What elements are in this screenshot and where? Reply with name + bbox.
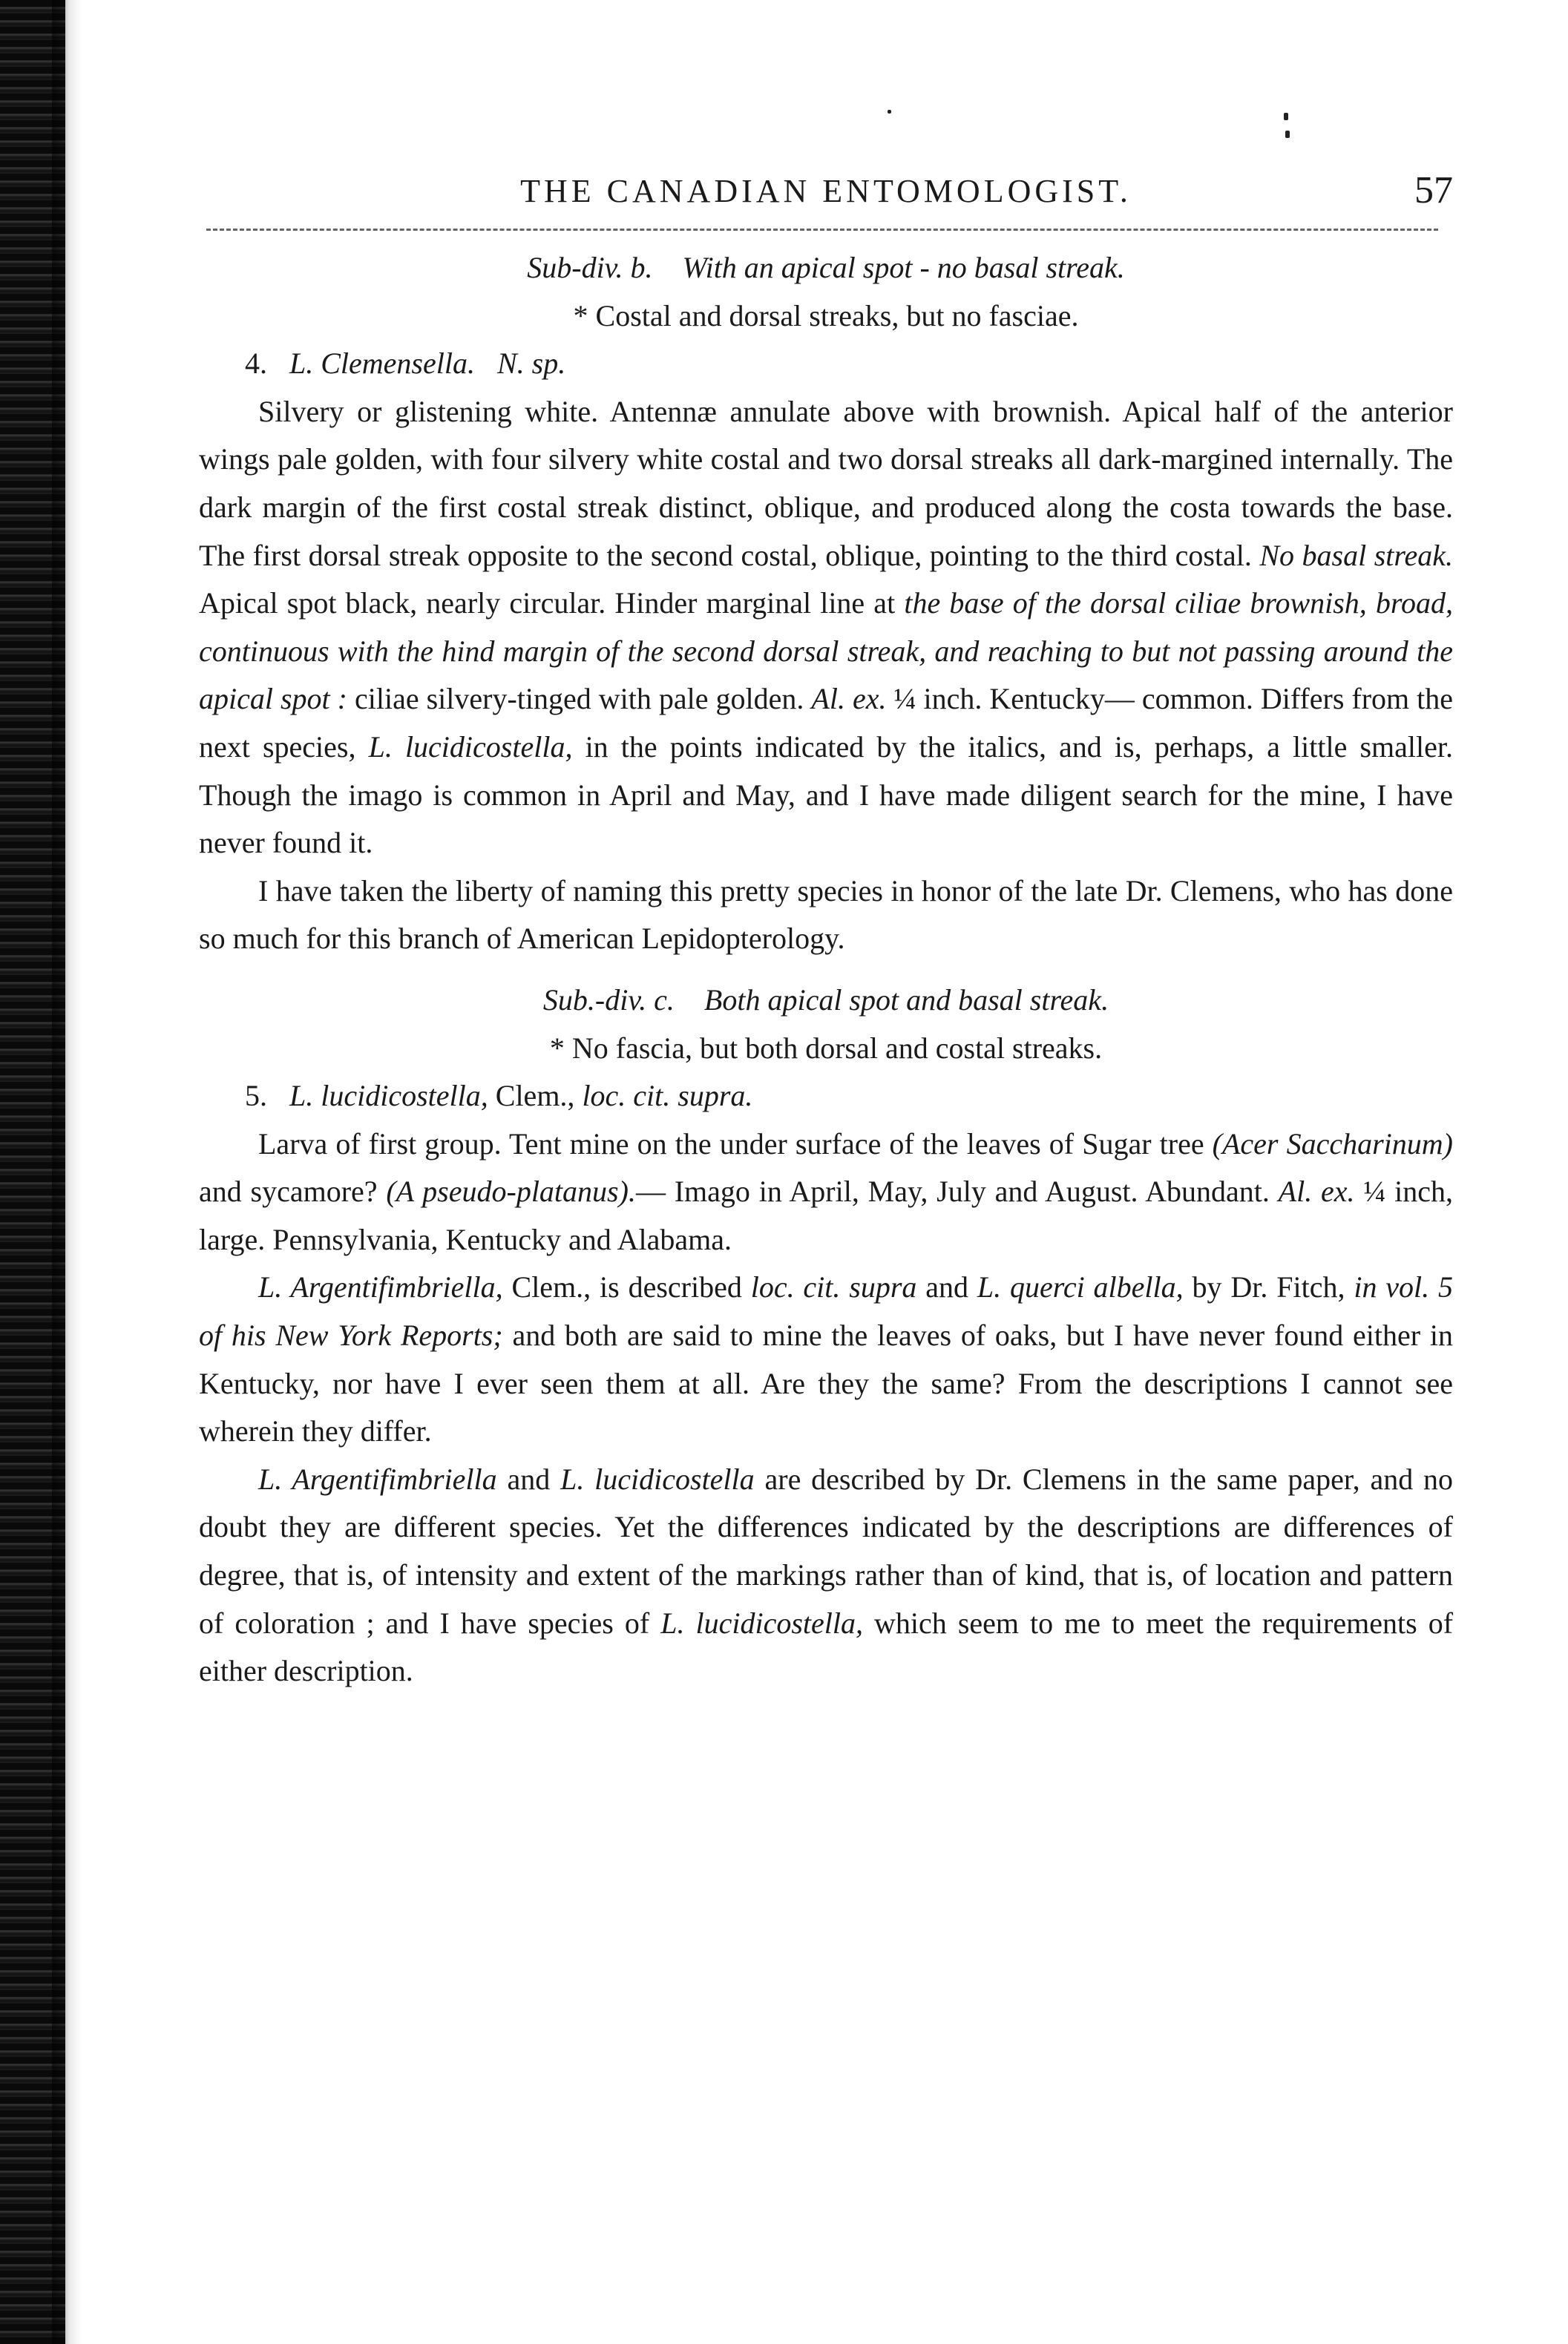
text-run: Silvery or glistening white. Antennæ annulate above with brownish. Apical half of the anterior wings pale golden, with four silvery white costal and two dorsal streaks all dark-margined internally. The dark margin of the first costal streak distinct, oblique, and produced along the costa towards the base. The first dorsal streak opposite to the second costal, oblique, pointing to the third costal. <box>199 394 1453 572</box>
group-note: * No fascia, but both dorsal and costal streaks. <box>549 1031 1103 1065</box>
species-name: L. lucidicostella, <box>289 1079 488 1113</box>
page-content <box>199 169 1453 1695</box>
italic-run: in vol. 5 of his New York Reports; <box>199 1270 1454 1353</box>
species-description <box>199 388 1453 867</box>
text-run: which seem to me to meet the requirements of either description. <box>199 1606 1454 1688</box>
species-number: 5. <box>245 1079 267 1113</box>
comparison-paragraph <box>199 1456 1453 1695</box>
text-run: Apical spot black, nearly circular. Hinder marginal line at <box>199 586 896 620</box>
text-run: are described by Dr. Clemens in the same paper, and no doubt they are different species. Yet the differences indicated by the descriptions are differences of degree, that is, of intensity and extent of the markings rather than of kind, that is, of location and pattern of coloration ; and I have species of <box>199 1462 1454 1640</box>
subdivision-title: Both apical spot and basal streak. <box>703 982 1109 1017</box>
italic-run: No basal streak. <box>1259 538 1453 572</box>
text-run: ciliae silvery-tinged with pale golden. <box>355 682 804 716</box>
running-title: THE CANADIAN ENTOMOLOGIST. <box>520 173 1132 209</box>
text-run: and <box>925 1270 969 1304</box>
species-heading <box>245 340 1453 388</box>
subdivision-heading <box>199 976 1453 1025</box>
italic-run: L. lucidicostella <box>560 1462 755 1496</box>
italic-run: L. Argentifimbriella, <box>258 1270 503 1304</box>
text-run: ¼ inch. Kentucky— common. Differs from the next species, <box>199 682 1454 764</box>
gutter-shadow <box>52 0 82 2344</box>
running-head <box>199 169 1453 224</box>
scan-speck <box>1284 113 1288 120</box>
text-run: Larva of first group. Tent mine on the under surface of the leaves of Sugar tree <box>258 1126 1204 1160</box>
subdivision-label: Sub-div. b. <box>527 251 653 284</box>
text-run: and sycamore? <box>199 1175 378 1209</box>
text-run: and <box>507 1462 551 1496</box>
italic-run: loc. cit. supra <box>750 1270 917 1304</box>
species-description <box>199 1120 1453 1264</box>
italic-run: L. lucidicostella, <box>660 1606 864 1640</box>
italic-run: Al. ex. <box>1278 1175 1355 1209</box>
text-run: Clem., is described <box>511 1270 742 1304</box>
text-run: by Dr. Fitch, <box>1192 1270 1345 1304</box>
italic-run: Al. ex. <box>811 682 887 716</box>
dedication-paragraph: I have taken the liberty of naming this pretty species in honor of the late Dr. Clemens, who has done so much for this branch of American Lepidopterology. <box>199 873 1453 956</box>
italic-run: the base of the dorsal ciliae brownish, broad, continuous with the hind margin of the second dorsal streak, and reaching to but not passing around the apical spot : <box>199 586 1454 716</box>
page-number: 57 <box>1414 169 1453 211</box>
italic-run: L. querci albella, <box>977 1270 1184 1304</box>
species-author: Clem., <box>495 1079 575 1113</box>
species-status: N. sp. <box>496 347 566 381</box>
italic-run: L. Argentifimbriella <box>258 1462 497 1496</box>
header-rule <box>206 229 1438 231</box>
italic-run: L. lucidicostella, <box>368 729 573 764</box>
species-reference: loc. cit. supra. <box>582 1079 753 1113</box>
scan-speck <box>888 110 891 114</box>
species-heading <box>245 1072 1453 1120</box>
text-run: — Imago in April, May, July and August. Abundant. <box>635 1175 1270 1209</box>
scan-speck <box>1285 131 1290 138</box>
text-run: and both are said to mine the leaves of oaks, but I have never found either in Kentucky, nor have I ever seen them at all. Are they the same? From the descriptions I cannot see wherein they differ. <box>199 1319 1454 1448</box>
text-run: ¼ inch, large. Pennsylvania, Kentucky and Alabama. <box>199 1175 1453 1256</box>
comparison-paragraph <box>199 1264 1453 1455</box>
italic-run: (A pseudo-platanus). <box>386 1175 636 1209</box>
subdivision-title: With an apical spot - no basal streak. <box>682 251 1125 284</box>
subdivision-label: Sub.-div. c. <box>542 982 675 1017</box>
subdivision-heading <box>199 244 1453 292</box>
italic-run: (Acer Saccharinum) <box>1212 1126 1453 1160</box>
species-name: L. Clemensella. <box>289 347 475 381</box>
text-run: in the points indicated by the italics, and is, perhaps, a little smaller. Though the imago is common in April and May, and I have made diligent search for the mine, I have never found it. <box>199 729 1454 860</box>
group-note: * Costal and dorsal streaks, but no fasciae. <box>573 298 1079 332</box>
species-number: 4. <box>245 347 267 381</box>
